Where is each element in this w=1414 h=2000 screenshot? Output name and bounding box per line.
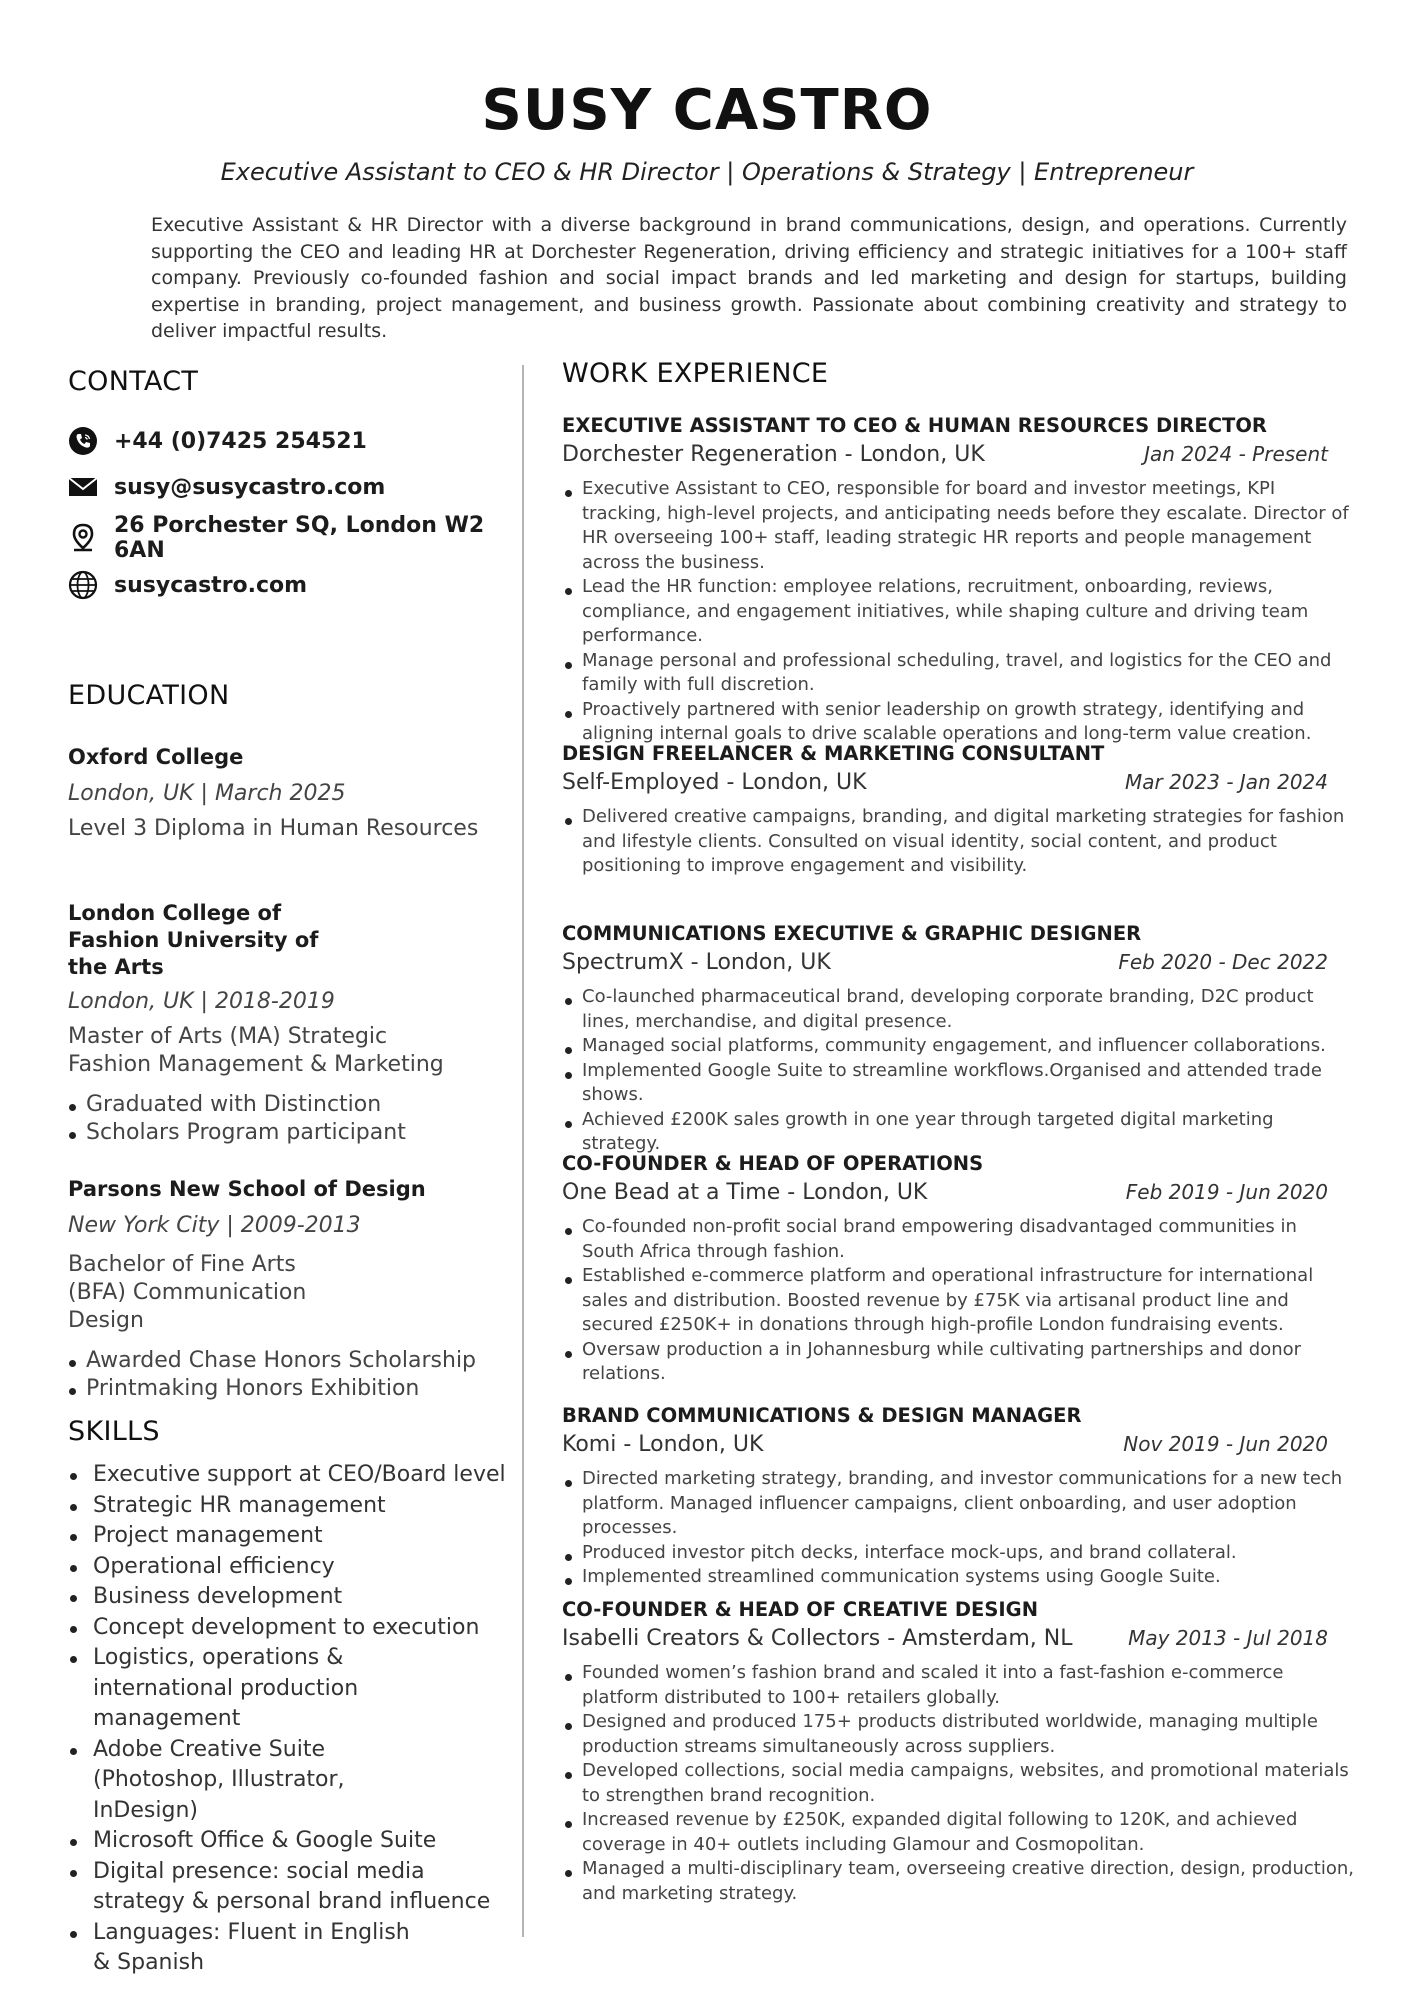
- list-item: Oversaw production a in Johannesburg while cultivating partnerships and donor relations.: [582, 1338, 1354, 1387]
- skill-item: Digital presence: social media strategy & personal brand influence: [93, 1857, 493, 1918]
- skill-item: Microsoft Office & Google Suite: [93, 1826, 513, 1857]
- job-entry: [562, 414, 1354, 747]
- education-degree: Master of Arts (MA) Strategic Fashion Management & Marketing: [68, 1024, 444, 1077]
- education-meta: London, UK | 2018-2019: [68, 989, 335, 1014]
- skill-item: Business development: [93, 1582, 513, 1613]
- skills-title: SKILLS: [68, 1416, 160, 1447]
- experience-title: WORK EXPERIENCE: [562, 358, 829, 389]
- education-highlights: [68, 1347, 498, 1403]
- job-company: Dorchester Regeneration - London, UK: [562, 442, 985, 467]
- phone-icon: [68, 426, 98, 456]
- job-company: Komi - London, UK: [562, 1432, 764, 1457]
- job-dates: May 2013 - Jul 2018: [1128, 1626, 1328, 1650]
- education-meta: New York City | 2009-2013: [68, 1213, 361, 1238]
- job-bullets: [562, 1661, 1354, 1906]
- job-dates: Mar 2023 - Jan 2024: [1124, 770, 1328, 794]
- job-dates: Nov 2019 - Jun 2020: [1123, 1432, 1328, 1456]
- list-item: Executive Assistant to CEO, responsible for board and investor meetings, KPI tracking, high-level projects, and anticipating needs before they escalate. Director of HR overseeing 100+ staff, leading strategic HR reports and people management across the business.: [582, 477, 1354, 575]
- job-company: One Bead at a Time - London, UK: [562, 1180, 928, 1205]
- skill-item: Logistics, operations & international production management: [93, 1643, 463, 1735]
- job-entry: [562, 922, 1354, 1157]
- contact-email: [68, 472, 385, 502]
- skill-item: Operational efficiency: [93, 1552, 513, 1583]
- contact-title: CONTACT: [68, 366, 199, 397]
- job-company: Isabelli Creators & Collectors - Amsterdam, NL: [562, 1626, 1073, 1651]
- education-item: [68, 1176, 498, 1403]
- education-school: Oxford College: [68, 745, 244, 769]
- list-item: Co-founded non-profit social brand empowering disadvantaged communities in South Africa through fashion.: [582, 1215, 1354, 1264]
- email-text[interactable]: susy@susycastro.com: [114, 474, 386, 500]
- globe-icon: [68, 570, 98, 600]
- job-title: CO-FOUNDER & HEAD OF OPERATIONS: [562, 1152, 984, 1175]
- job-dates: Jan 2024 - Present: [1144, 442, 1328, 466]
- education-item: [68, 900, 498, 1147]
- skill-item: Strategic HR management: [93, 1491, 513, 1522]
- list-item: Designed and produced 175+ products distributed worldwide, managing multiple production streams simultaneously across suppliers.: [582, 1710, 1354, 1759]
- resume-name: SUSY CASTRO: [481, 78, 933, 143]
- location-pin-icon: [68, 523, 98, 553]
- list-item: Managed social platforms, community engagement, and influencer collaborations.: [582, 1034, 1354, 1059]
- job-bullets: [562, 477, 1354, 747]
- list-item: Implemented streamlined communication systems using Google Suite.: [582, 1565, 1354, 1590]
- list-item: Delivered creative campaigns, branding, and digital marketing strategies for fashion and lifestyle clients. Consulted on visual identity, social content, and product positioning to improve engagement and visibility.: [582, 805, 1354, 879]
- job-bullets: [562, 1467, 1354, 1590]
- list-item: Achieved £200K sales growth in one year through targeted digital marketing strategy.: [582, 1108, 1354, 1157]
- skill-item: Languages: Fluent in English & Spanish: [93, 1918, 423, 1979]
- job-entry: [562, 1152, 1354, 1387]
- list-item: Graduated with Distinction: [86, 1091, 498, 1119]
- column-divider: [522, 365, 524, 1937]
- list-item: Proactively partnered with senior leadership on growth strategy, identifying and aligning internal goals to drive scalable operations and long-term value creation.: [582, 698, 1354, 747]
- job-title: CO-FOUNDER & HEAD OF CREATIVE DESIGN: [562, 1598, 1039, 1621]
- skill-item: Concept development to execution: [93, 1613, 513, 1644]
- job-bullets: [562, 985, 1354, 1157]
- job-title: EXECUTIVE ASSISTANT TO CEO & HUMAN RESOURCES DIRECTOR: [562, 414, 1267, 437]
- list-item: Founded women’s fashion brand and scaled it into a fast-fashion e-commerce platform distributed to 100+ retailers globally.: [582, 1661, 1354, 1710]
- skills-list: [68, 1460, 513, 1979]
- job-entry: [562, 1598, 1354, 1906]
- skill-item: Executive support at CEO/Board level: [93, 1460, 513, 1491]
- education-highlights: [68, 1091, 498, 1147]
- list-item: Lead the HR function: employee relations, recruitment, onboarding, reviews, compliance, and engagement initiatives, while shaping culture and driving team performance.: [582, 575, 1354, 649]
- job-company: Self-Employed - London, UK: [562, 770, 867, 795]
- list-item: Established e-commerce platform and operational infrastructure for international sales and distribution. Boosted revenue by £75K via artisanal product line and secured £250K+ in donations through high-profile London fundraising events.: [582, 1264, 1354, 1338]
- website-text[interactable]: susycastro.com: [114, 572, 308, 598]
- list-item: Scholars Program participant: [86, 1119, 498, 1147]
- list-item: Directed marketing strategy, branding, and investor communications for a new tech platform. Managed influencer campaigns, client onboarding, and user adoption processes.: [582, 1467, 1354, 1541]
- job-title: DESIGN FREELANCER & MARKETING CONSULTANT: [562, 742, 1105, 765]
- address-text: 26 Porchester SQ, London W2 6AN: [114, 513, 485, 563]
- contact-phone: [68, 426, 367, 456]
- mail-icon: [68, 472, 98, 502]
- education-item: [68, 744, 498, 843]
- summary: Executive Assistant & HR Director with a diverse background in brand communications, design, and operations. Currently supporting the CEO and leading HR at Dorchester Regeneration, driving efficiency and strategic initiatives for a 100+ staff company. Previously co-founded fashion and social impact brands and led marketing and design for startups, building expertise in branding, project management, and business growth. Passionate about combining creativity and strategy to deliver impactful results.: [151, 214, 1347, 342]
- job-entry: [562, 1404, 1354, 1590]
- list-item: Managed a multi-disciplinary team, overseeing creative direction, design, production, and marketing strategy.: [582, 1857, 1354, 1906]
- contact-website: [68, 570, 307, 600]
- list-item: Awarded Chase Honors Scholarship: [86, 1347, 498, 1375]
- list-item: Manage personal and professional scheduling, travel, and logistics for the CEO and family with full discretion.: [582, 649, 1354, 698]
- list-item: Printmaking Honors Exhibition: [86, 1375, 498, 1403]
- education-school: Parsons New School of Design: [68, 1177, 426, 1201]
- job-dates: Feb 2020 - Dec 2022: [1118, 950, 1328, 974]
- headline: Executive Assistant to CEO & HR Director | Operations & Strategy | Entrepreneur: [220, 158, 1194, 186]
- education-meta: London, UK | March 2025: [68, 781, 346, 806]
- education-title: EDUCATION: [68, 680, 230, 711]
- list-item: Increased revenue by £250K, expanded digital following to 120K, and achieved coverage in 40+ outlets including Glamour and Cosmopolitan.: [582, 1808, 1354, 1857]
- education-degree: Level 3 Diploma in Human Resources: [68, 816, 479, 841]
- job-title: COMMUNICATIONS EXECUTIVE & GRAPHIC DESIGNER: [562, 922, 1142, 945]
- list-item: Implemented Google Suite to streamline workflows.Organised and attended trade shows.: [582, 1059, 1354, 1108]
- skill-item: Project management: [93, 1521, 513, 1552]
- list-item: Developed collections, social media campaigns, websites, and promotional materials to strengthen brand recognition.: [582, 1759, 1354, 1808]
- job-bullets: [562, 805, 1354, 879]
- contact-address: [68, 513, 498, 563]
- job-entry: [562, 742, 1354, 879]
- job-company: SpectrumX - London, UK: [562, 950, 831, 975]
- job-dates: Feb 2019 - Jun 2020: [1125, 1180, 1328, 1204]
- education-degree: Bachelor of Fine Arts (BFA) Communication Design: [68, 1252, 307, 1333]
- skill-item: Adobe Creative Suite (Photoshop, Illustrator, InDesign): [93, 1735, 433, 1827]
- list-item: Co-launched pharmaceutical brand, developing corporate branding, D2C product lines, merchandise, and digital presence.: [582, 985, 1354, 1034]
- list-item: Produced investor pitch decks, interface mock-ups, and brand collateral.: [582, 1541, 1354, 1566]
- education-school: London College of Fashion University of the Arts: [68, 901, 319, 979]
- phone-text[interactable]: +44 (0)7425 254521: [114, 428, 367, 454]
- job-title: BRAND COMMUNICATIONS & DESIGN MANAGER: [562, 1404, 1082, 1427]
- job-bullets: [562, 1215, 1354, 1387]
